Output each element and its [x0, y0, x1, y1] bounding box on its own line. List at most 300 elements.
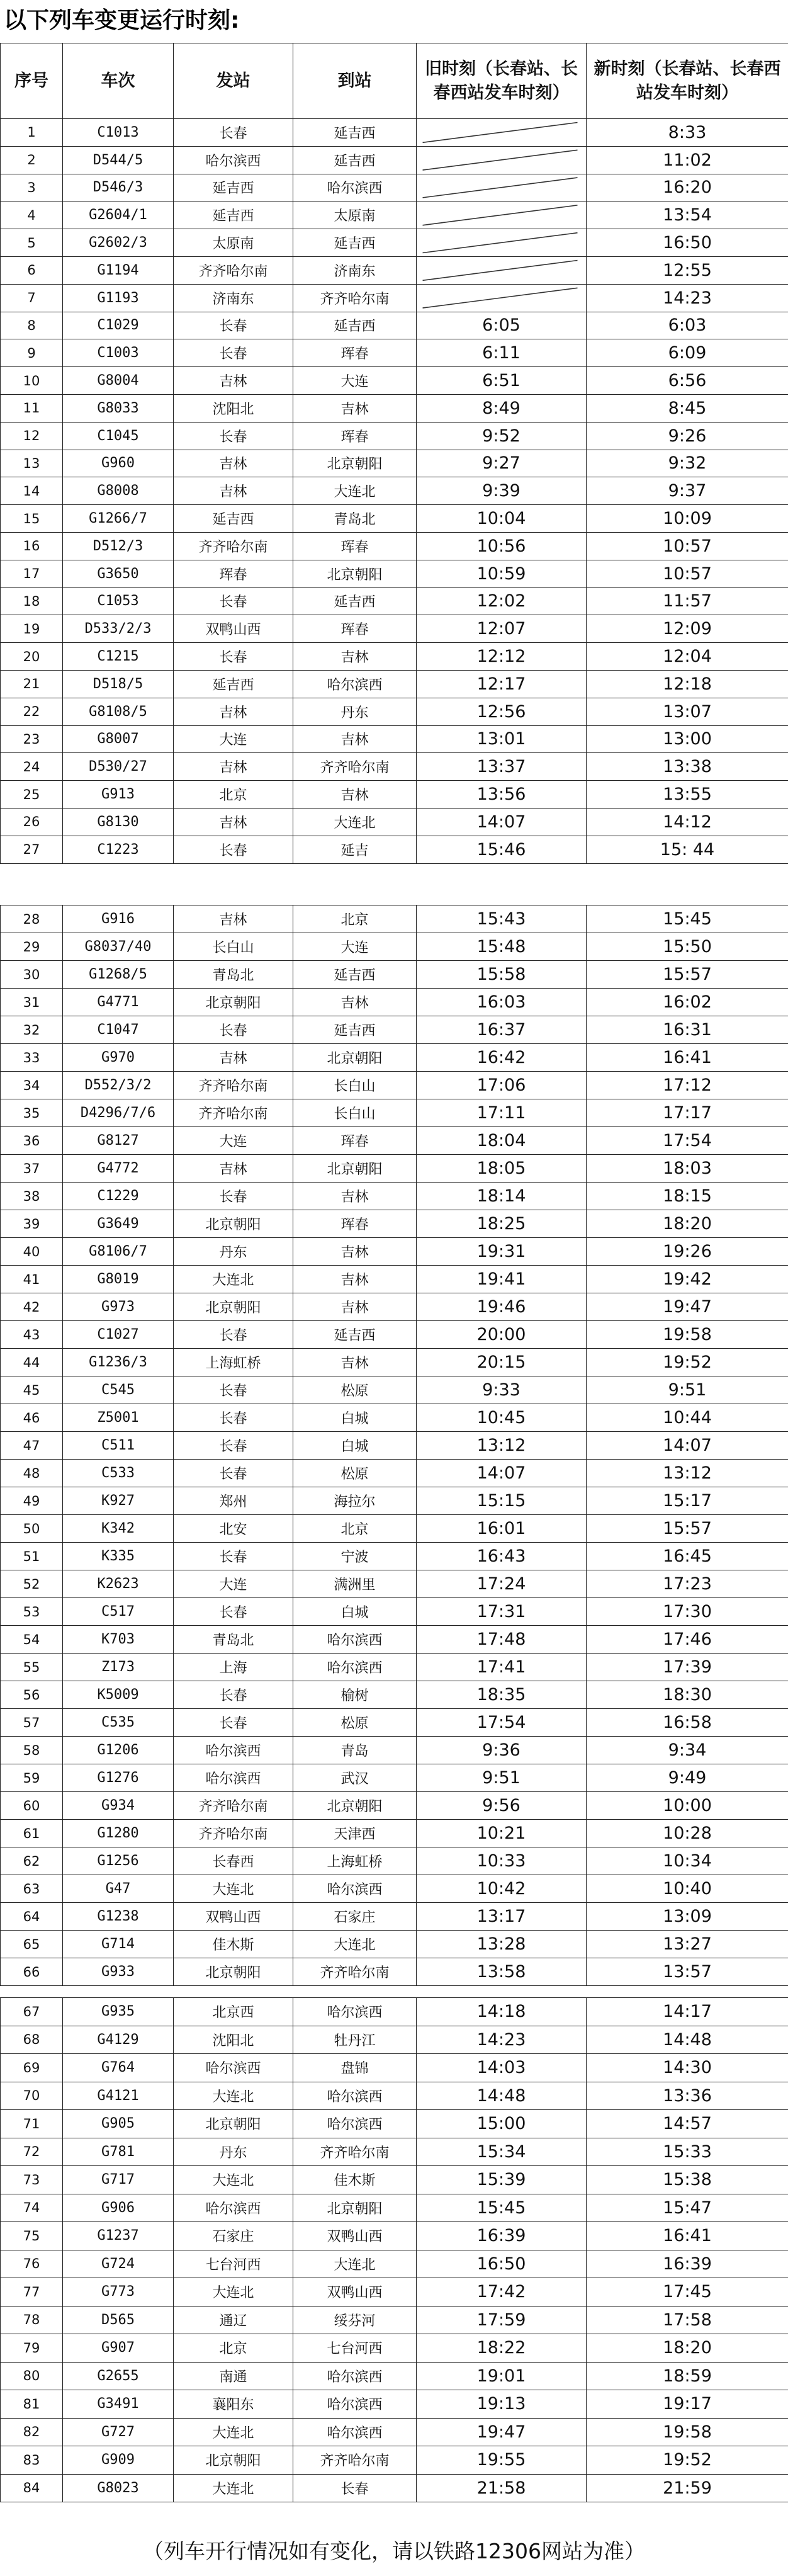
destination-station: 北京朝阳	[293, 450, 417, 477]
row-index: 40	[1, 1238, 63, 1266]
old-time: 12:02	[417, 587, 587, 615]
row-index: 23	[1, 725, 63, 753]
old-time: 9:52	[417, 422, 587, 450]
destination-station: 榆树	[293, 1681, 417, 1709]
new-time: 13:07	[587, 698, 788, 725]
table-row	[1, 450, 788, 477]
row-index: 36	[1, 1127, 63, 1155]
origin-station: 长春	[174, 1321, 293, 1349]
train-number: G47	[63, 1875, 174, 1903]
row-index: 13	[1, 450, 63, 477]
table-row	[1, 2166, 788, 2194]
destination-station: 齐齐哈尔南	[293, 753, 417, 781]
old-time: 20:00	[417, 1321, 587, 1349]
new-time: 9:32	[587, 450, 788, 477]
train-number: G1280	[63, 1820, 174, 1847]
new-time: 15:57	[587, 961, 788, 989]
old-time: 20:15	[417, 1349, 587, 1376]
row-index: 60	[1, 1792, 63, 1820]
destination-station: 哈尔滨西	[293, 2418, 417, 2446]
old-time: 18:14	[417, 1183, 587, 1210]
origin-station: 长春	[174, 643, 293, 671]
destination-station: 珲春	[293, 532, 417, 560]
train-number: C1045	[63, 422, 174, 450]
table-row	[1, 1515, 788, 1543]
old-time: 13:01	[417, 725, 587, 753]
new-time: 16:02	[587, 989, 788, 1016]
new-time: 18:30	[587, 1681, 788, 1709]
row-index: 44	[1, 1349, 63, 1376]
row-index: 71	[1, 2110, 63, 2138]
train-number: Z173	[63, 1654, 174, 1681]
destination-station: 吉林	[293, 781, 417, 809]
row-index: 48	[1, 1460, 63, 1487]
table-row	[1, 1709, 788, 1737]
old-time	[417, 174, 587, 201]
old-time: 10:42	[417, 1875, 587, 1903]
old-time: 16:50	[417, 2250, 587, 2278]
train-number: C545	[63, 1376, 174, 1404]
table-row	[1, 1404, 788, 1432]
table-row	[1, 1543, 788, 1570]
old-time: 15:43	[417, 905, 587, 933]
origin-station: 长春	[174, 1016, 293, 1044]
new-time: 12:55	[587, 256, 788, 284]
origin-station: 吉林	[174, 905, 293, 933]
old-time: 14:07	[417, 808, 587, 836]
table-row	[1, 781, 788, 809]
table-row	[1, 2306, 788, 2334]
origin-station: 济南东	[174, 284, 293, 312]
train-number: G727	[63, 2418, 174, 2446]
old-time: 17:31	[417, 1598, 587, 1626]
origin-station: 长春	[174, 422, 293, 450]
origin-station: 北京朝阳	[174, 2446, 293, 2475]
row-index: 14	[1, 477, 63, 505]
origin-station: 齐齐哈尔南	[174, 532, 293, 560]
row-index: 66	[1, 1958, 63, 1986]
new-time: 17:17	[587, 1099, 788, 1127]
new-time: 12:09	[587, 615, 788, 643]
old-time: 13:12	[417, 1432, 587, 1460]
train-number: K703	[63, 1626, 174, 1654]
destination-station: 珲春	[293, 339, 417, 367]
destination-station: 海拉尔	[293, 1487, 417, 1515]
train-number: D512/3	[63, 532, 174, 560]
origin-station: 吉林	[174, 1044, 293, 1072]
origin-station: 襄阳东	[174, 2390, 293, 2419]
new-time: 10:57	[587, 532, 788, 560]
table-row	[1, 753, 788, 781]
row-index: 72	[1, 2138, 63, 2166]
origin-station: 北京	[174, 2334, 293, 2363]
train-number: G3649	[63, 1210, 174, 1238]
row-index: 34	[1, 1072, 63, 1099]
table-row	[1, 1931, 788, 1958]
new-time: 16:39	[587, 2250, 788, 2278]
old-time	[417, 201, 587, 229]
row-index: 75	[1, 2222, 63, 2250]
table-row	[1, 2362, 788, 2390]
new-time: 9:26	[587, 422, 788, 450]
table-row	[1, 256, 788, 284]
new-time: 13:36	[587, 2082, 788, 2110]
old-time: 15:46	[417, 836, 587, 863]
train-number: G4121	[63, 2082, 174, 2110]
row-index: 9	[1, 339, 63, 367]
origin-station: 七台河西	[174, 2250, 293, 2278]
train-number: C517	[63, 1598, 174, 1626]
destination-station: 哈尔滨西	[293, 1875, 417, 1903]
new-time: 19:47	[587, 1293, 788, 1321]
row-index: 70	[1, 2082, 63, 2110]
origin-station: 北京朝阳	[174, 2110, 293, 2138]
row-index: 1	[1, 119, 63, 147]
row-index: 64	[1, 1903, 63, 1931]
row-index: 25	[1, 781, 63, 809]
table-row	[1, 146, 788, 174]
train-number: G1236/3	[63, 1349, 174, 1376]
page-title: 以下列车变更运行时刻:	[4, 8, 240, 33]
train-number: K342	[63, 1515, 174, 1543]
train-number: G714	[63, 1931, 174, 1958]
row-index: 83	[1, 2446, 63, 2475]
origin-station: 长春	[174, 1709, 293, 1737]
train-number: G4129	[63, 2026, 174, 2054]
origin-station: 哈尔滨西	[174, 146, 293, 174]
train-number: G773	[63, 2278, 174, 2306]
train-number: G905	[63, 2110, 174, 2138]
new-time: 17:58	[587, 2306, 788, 2334]
train-number: D533/2/3	[63, 615, 174, 643]
table-row	[1, 1016, 788, 1044]
old-time	[417, 119, 587, 147]
new-time: 11:02	[587, 146, 788, 174]
old-time	[417, 256, 587, 284]
origin-station: 大连北	[174, 2166, 293, 2194]
table-row	[1, 2474, 788, 2502]
table-row	[1, 933, 788, 961]
destination-station: 青岛北	[293, 505, 417, 533]
table-row	[1, 1681, 788, 1709]
train-number: G970	[63, 1044, 174, 1072]
train-number: G909	[63, 2446, 174, 2475]
origin-station: 吉林	[174, 450, 293, 477]
row-index: 12	[1, 422, 63, 450]
table-row	[1, 725, 788, 753]
old-time: 16:03	[417, 989, 587, 1016]
table-row	[1, 2194, 788, 2222]
origin-station: 吉林	[174, 477, 293, 505]
train-number: C1215	[63, 643, 174, 671]
destination-station: 齐齐哈尔南	[293, 2138, 417, 2166]
old-time: 16:42	[417, 1044, 587, 1072]
train-number: D565	[63, 2306, 174, 2334]
train-number: G913	[63, 781, 174, 809]
origin-station: 长春	[174, 1681, 293, 1709]
new-time: 14:48	[587, 2026, 788, 2054]
row-index: 29	[1, 933, 63, 961]
train-number: G8130	[63, 808, 174, 836]
origin-station: 长春	[174, 312, 293, 339]
old-time: 18:22	[417, 2334, 587, 2363]
destination-station: 延吉西	[293, 961, 417, 989]
old-time: 19:47	[417, 2418, 587, 2446]
new-time: 10:00	[587, 1792, 788, 1820]
destination-station: 哈尔滨西	[293, 1998, 417, 2026]
new-time: 14:17	[587, 1998, 788, 2026]
train-number: G8019	[63, 1266, 174, 1293]
old-time: 15:00	[417, 2110, 587, 2138]
table-row	[1, 808, 788, 836]
origin-station: 大连北	[174, 1875, 293, 1903]
table-row	[1, 119, 788, 147]
origin-station: 长春西	[174, 1847, 293, 1875]
table-row	[1, 2110, 788, 2138]
table-row	[1, 1654, 788, 1681]
table-row	[1, 1349, 788, 1376]
old-time: 13:58	[417, 1958, 587, 1986]
origin-station: 哈尔滨西	[174, 2194, 293, 2222]
origin-station: 南通	[174, 2362, 293, 2390]
destination-station: 北京	[293, 905, 417, 933]
old-time: 14:23	[417, 2026, 587, 2054]
new-time: 9:37	[587, 477, 788, 505]
old-time: 17:42	[417, 2278, 587, 2306]
train-number: G906	[63, 2194, 174, 2222]
row-index: 37	[1, 1155, 63, 1183]
old-time: 15:58	[417, 961, 587, 989]
row-index: 16	[1, 532, 63, 560]
row-index: 78	[1, 2306, 63, 2334]
new-time: 19:58	[587, 1321, 788, 1349]
row-index: 61	[1, 1820, 63, 1847]
train-number: C1003	[63, 339, 174, 367]
destination-station: 哈尔滨西	[293, 2082, 417, 2110]
new-time: 16:50	[587, 229, 788, 257]
destination-station: 吉林	[293, 1293, 417, 1321]
destination-station: 吉林	[293, 1183, 417, 1210]
old-time: 19:46	[417, 1293, 587, 1321]
destination-station: 白城	[293, 1598, 417, 1626]
destination-station: 吉林	[293, 643, 417, 671]
destination-station: 七台河西	[293, 2334, 417, 2363]
old-time: 9:39	[417, 477, 587, 505]
origin-station: 长春	[174, 587, 293, 615]
train-number: G1193	[63, 284, 174, 312]
row-index: 69	[1, 2054, 63, 2082]
old-time: 15:15	[417, 1487, 587, 1515]
new-time: 11:57	[587, 587, 788, 615]
table-row	[1, 836, 788, 863]
train-number: G717	[63, 2166, 174, 2194]
row-index: 20	[1, 643, 63, 671]
train-number: G8033	[63, 394, 174, 422]
row-index: 84	[1, 2474, 63, 2502]
new-time: 10:40	[587, 1875, 788, 1903]
header-old-time: 旧时刻（长春站、长春西站发车时刻）	[417, 43, 587, 119]
row-index: 33	[1, 1044, 63, 1072]
new-time: 15:57	[587, 1515, 788, 1543]
train-number: G1256	[63, 1847, 174, 1875]
origin-station: 延吉西	[174, 505, 293, 533]
new-time: 10:57	[587, 560, 788, 587]
train-number: G8106/7	[63, 1238, 174, 1266]
old-time: 17:54	[417, 1709, 587, 1737]
new-time: 13:00	[587, 725, 788, 753]
table-row	[1, 1432, 788, 1460]
row-index: 49	[1, 1487, 63, 1515]
new-time: 17:45	[587, 2278, 788, 2306]
old-time: 9:27	[417, 450, 587, 477]
origin-station: 北安	[174, 1515, 293, 1543]
destination-station: 珲春	[293, 1210, 417, 1238]
table-row	[1, 961, 788, 989]
table-row	[1, 1764, 788, 1792]
old-time: 18:35	[417, 1681, 587, 1709]
table-row	[1, 1847, 788, 1875]
destination-station: 宁波	[293, 1543, 417, 1570]
old-time: 19:41	[417, 1266, 587, 1293]
destination-station: 白城	[293, 1404, 417, 1432]
destination-station: 北京朝阳	[293, 1044, 417, 1072]
destination-station: 上海虹桥	[293, 1847, 417, 1875]
train-number: G8007	[63, 725, 174, 753]
new-time: 14:57	[587, 2110, 788, 2138]
new-time: 12:18	[587, 670, 788, 698]
table-row	[1, 532, 788, 560]
origin-station: 延吉西	[174, 174, 293, 201]
table-row	[1, 477, 788, 505]
row-index: 73	[1, 2166, 63, 2194]
origin-station: 长春	[174, 1183, 293, 1210]
new-time: 10:09	[587, 505, 788, 533]
new-time: 17:12	[587, 1072, 788, 1099]
new-time: 19:42	[587, 1266, 788, 1293]
table-row	[1, 2222, 788, 2250]
old-time: 12:07	[417, 615, 587, 643]
origin-station: 双鸭山西	[174, 1903, 293, 1931]
row-index: 56	[1, 1681, 63, 1709]
old-time: 9:56	[417, 1792, 587, 1820]
row-index: 18	[1, 587, 63, 615]
destination-station: 珲春	[293, 422, 417, 450]
destination-station: 北京朝阳	[293, 1792, 417, 1820]
old-time: 10:45	[417, 1404, 587, 1432]
schedule-table-part-3	[0, 1997, 788, 2502]
new-time: 15:17	[587, 1487, 788, 1515]
new-time: 15:45	[587, 905, 788, 933]
old-time: 16:37	[417, 1016, 587, 1044]
table-row	[1, 670, 788, 698]
row-index: 10	[1, 367, 63, 395]
origin-station: 齐齐哈尔南	[174, 1099, 293, 1127]
old-time: 19:31	[417, 1238, 587, 1266]
origin-station: 青岛北	[174, 1626, 293, 1654]
table-row	[1, 587, 788, 615]
new-time: 12:04	[587, 643, 788, 671]
row-index: 51	[1, 1543, 63, 1570]
destination-station: 大连北	[293, 2250, 417, 2278]
destination-station: 延吉西	[293, 229, 417, 257]
row-index: 27	[1, 836, 63, 863]
header-origin: 发站	[174, 43, 293, 119]
new-time: 15:47	[587, 2194, 788, 2222]
new-time: 6:56	[587, 367, 788, 395]
old-time: 18:05	[417, 1155, 587, 1183]
origin-station: 大连	[174, 1127, 293, 1155]
table-row	[1, 2334, 788, 2363]
origin-station: 沈阳北	[174, 394, 293, 422]
train-number: G8127	[63, 1127, 174, 1155]
train-number: K335	[63, 1543, 174, 1570]
train-number: G764	[63, 2054, 174, 2082]
row-index: 19	[1, 615, 63, 643]
train-number: G8023	[63, 2474, 174, 2502]
destination-station: 大连北	[293, 1931, 417, 1958]
origin-station: 上海	[174, 1654, 293, 1681]
row-index: 2	[1, 146, 63, 174]
new-time: 16:31	[587, 1016, 788, 1044]
destination-station: 双鸭山西	[293, 2278, 417, 2306]
table-row	[1, 1792, 788, 1820]
old-time: 18:25	[417, 1210, 587, 1238]
table-row	[1, 174, 788, 201]
row-index: 30	[1, 961, 63, 989]
new-time: 18:15	[587, 1183, 788, 1210]
row-index: 26	[1, 808, 63, 836]
destination-station: 北京朝阳	[293, 560, 417, 587]
new-time: 13:55	[587, 781, 788, 809]
new-time: 10:34	[587, 1847, 788, 1875]
train-number: G724	[63, 2250, 174, 2278]
train-number: D4296/7/6	[63, 1099, 174, 1127]
table-row	[1, 1487, 788, 1515]
table-row	[1, 2250, 788, 2278]
train-number: G4771	[63, 989, 174, 1016]
train-number: C1013	[63, 119, 174, 147]
destination-station: 济南东	[293, 256, 417, 284]
origin-station: 大连北	[174, 1266, 293, 1293]
table-row	[1, 2278, 788, 2306]
row-index: 54	[1, 1626, 63, 1654]
row-index: 50	[1, 1515, 63, 1543]
old-time: 16:39	[417, 2222, 587, 2250]
old-time: 19:55	[417, 2446, 587, 2475]
new-time: 16:41	[587, 1044, 788, 1072]
table-row	[1, 2138, 788, 2166]
train-number: D530/27	[63, 753, 174, 781]
new-time: 6:03	[587, 312, 788, 339]
new-time: 19:17	[587, 2390, 788, 2419]
row-index: 11	[1, 394, 63, 422]
old-time: 17:48	[417, 1626, 587, 1654]
train-number: G973	[63, 1293, 174, 1321]
destination-station: 武汉	[293, 1764, 417, 1792]
row-index: 22	[1, 698, 63, 725]
row-index: 45	[1, 1376, 63, 1404]
origin-station: 长春	[174, 1543, 293, 1570]
table-row	[1, 422, 788, 450]
table-row	[1, 643, 788, 671]
origin-station: 长春	[174, 119, 293, 147]
row-index: 3	[1, 174, 63, 201]
old-time: 16:01	[417, 1515, 587, 1543]
train-number: G8004	[63, 367, 174, 395]
train-number: G1238	[63, 1903, 174, 1931]
destination-station: 哈尔滨西	[293, 1626, 417, 1654]
new-time: 16:58	[587, 1709, 788, 1737]
